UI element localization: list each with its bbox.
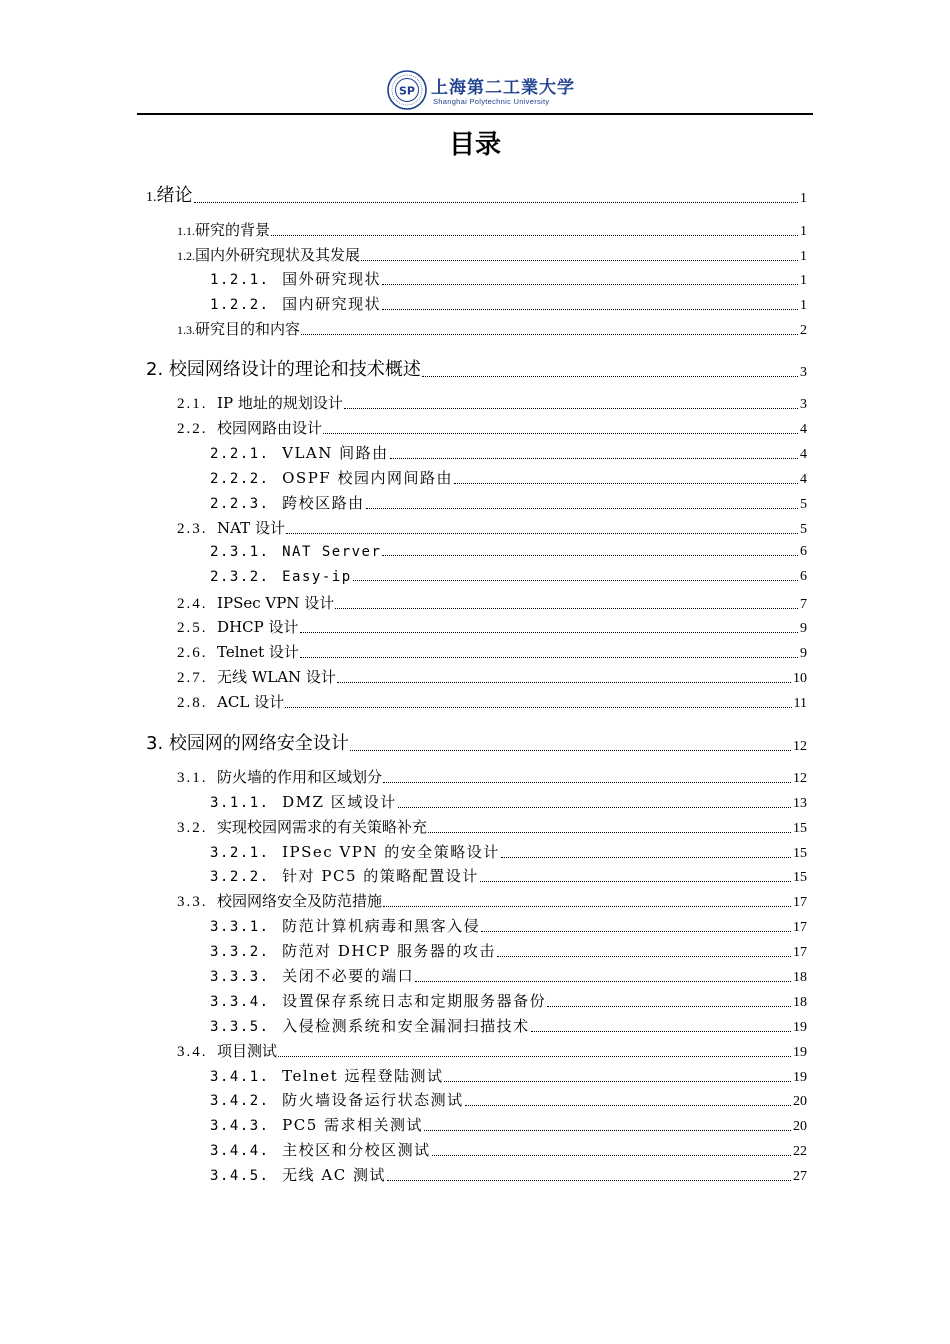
- toc-entry-label: VLAN 间路由: [282, 444, 389, 462]
- dot-leader: [501, 857, 791, 858]
- toc-entry-page: 9: [800, 621, 807, 636]
- toc-entry-page: 6: [800, 569, 807, 584]
- toc-entry-3-3[interactable]: [177, 890, 807, 911]
- toc-entry-number: 1.: [146, 190, 157, 205]
- toc-entry-3-4-1[interactable]: [210, 1065, 807, 1086]
- toc-entry-number: 1.2.2.: [210, 297, 270, 313]
- dot-leader: [300, 657, 798, 658]
- toc-entry-page: 1: [800, 191, 807, 206]
- toc-entry-page: 18: [793, 970, 807, 985]
- dot-leader: [497, 956, 791, 957]
- toc-entry-page: 2: [800, 323, 807, 338]
- toc-entry-number: 2.2.1.: [210, 446, 270, 462]
- dot-leader: [547, 1006, 791, 1007]
- toc-entry-page: 7: [800, 597, 807, 612]
- toc-entry-page: 27: [793, 1169, 807, 1184]
- toc-entry-number: 3.3.4.: [210, 994, 270, 1010]
- dot-leader: [353, 580, 798, 581]
- toc-entry-2-3-2[interactable]: [210, 567, 807, 585]
- toc-entry-number: 3.3.1.: [210, 919, 270, 935]
- toc-entry-3-3-5[interactable]: [210, 1015, 807, 1036]
- toc-entry-2-2[interactable]: [177, 417, 807, 438]
- toc-entry-page: 6: [800, 544, 807, 559]
- dot-leader: [424, 1130, 791, 1131]
- toc-entry-1-2-2[interactable]: [210, 293, 807, 314]
- toc-entry-1[interactable]: [146, 181, 807, 207]
- toc-entry-3-1[interactable]: [177, 766, 807, 787]
- dot-leader: [361, 260, 798, 261]
- dot-leader: [337, 682, 791, 683]
- dot-leader: [383, 782, 791, 783]
- toc-entry-3-2-1[interactable]: [210, 841, 807, 862]
- toc-entry-number: 3.2.2.: [210, 869, 270, 885]
- dot-leader: [335, 608, 798, 609]
- logo-chinese-name: 上海第二工業大学: [431, 78, 575, 98]
- toc-entry-label: DMZ 区域设计: [282, 793, 397, 811]
- seal-letters: SP: [399, 84, 415, 98]
- toc-entry-page: 12: [793, 771, 807, 786]
- toc-entry-number: 3.4.4.: [210, 1143, 270, 1159]
- toc-entry-3-3-2[interactable]: [210, 940, 807, 961]
- dot-leader: [271, 235, 798, 236]
- toc-entry-number: 1.2.: [177, 249, 195, 263]
- dot-leader: [387, 1180, 791, 1181]
- toc-entry-2-8[interactable]: [177, 691, 807, 712]
- dot-leader: [454, 483, 798, 484]
- toc-entry-2-2-1[interactable]: [210, 442, 807, 463]
- toc-entry-2[interactable]: [146, 355, 807, 381]
- toc-entry-label: Telnet 设计: [217, 643, 299, 661]
- toc-entry-number: 1.1.: [177, 224, 195, 238]
- toc-entry-3-4-5[interactable]: [210, 1164, 807, 1185]
- toc-entry-page: 5: [800, 522, 807, 537]
- toc-entry-page: 5: [800, 497, 807, 512]
- toc-entry-page: 15: [793, 846, 807, 861]
- toc-entry-label: 校园网络设计的理论和技术概述: [168, 359, 421, 380]
- toc-entry-page: 17: [793, 895, 807, 910]
- dot-leader: [301, 334, 798, 335]
- toc-entry-page: 12: [793, 739, 807, 754]
- toc-entry-page: 20: [793, 1119, 807, 1134]
- dot-leader: [286, 533, 798, 534]
- toc-entry-label: Telnet 远程登陆测试: [282, 1067, 444, 1085]
- toc-entry-label: 研究目的和内容: [195, 320, 301, 338]
- toc-entry-number: 3.3.3.: [210, 969, 270, 985]
- toc-entry-page: 11: [793, 696, 807, 711]
- dot-leader: [285, 707, 791, 708]
- toc-entry-label: 校园网路由设计: [217, 419, 323, 437]
- toc-entry-label: 实现校园网需求的有关策略补充: [217, 818, 428, 836]
- dot-leader: [480, 881, 791, 882]
- toc-entry-number: 3.3.2.: [210, 944, 270, 960]
- toc-entry-label: 无线 AC 测试: [282, 1166, 386, 1184]
- dot-leader: [422, 376, 798, 377]
- toc-entry-label: 设置保存系统日志和定期服务器备份: [282, 992, 547, 1010]
- toc-entry-label: 国内外研究现状及其发展: [195, 246, 361, 264]
- toc-entry-page: 17: [793, 920, 807, 935]
- toc-entry-page: 4: [800, 447, 807, 462]
- dot-leader: [194, 202, 799, 203]
- toc-entry-label: 入侵检测系统和安全漏洞扫描技术: [282, 1017, 530, 1035]
- toc-entry-label: IPSec VPN 的安全策略设计: [282, 843, 500, 861]
- dot-leader: [300, 632, 799, 633]
- toc-entry-label: IPSec VPN 设计: [217, 594, 335, 612]
- toc-entry-1-2[interactable]: [177, 244, 807, 265]
- toc-entry-label: 防范计算机病毒和黑客入侵: [282, 917, 481, 935]
- dot-leader: [382, 284, 798, 285]
- toc-entry-number: 3.1.: [177, 770, 208, 786]
- toc-entry-number: 3.4.2.: [210, 1093, 270, 1109]
- toc-entry-label: 无线 WLAN 设计: [217, 668, 336, 686]
- dot-leader: [323, 433, 798, 434]
- toc-entry-number: 3.4.3.: [210, 1118, 270, 1134]
- toc-entry-3-4-2[interactable]: [210, 1089, 807, 1110]
- toc-entry-2-3[interactable]: [177, 517, 807, 538]
- toc-entry-3-3-1[interactable]: [210, 915, 807, 936]
- toc-entry-1-2-1[interactable]: [210, 268, 807, 289]
- toc-entry-page: 19: [793, 1045, 807, 1060]
- dot-leader: [390, 458, 798, 459]
- toc-entry-3[interactable]: [146, 729, 807, 755]
- toc-entry-page: 4: [800, 422, 807, 437]
- toc-entry-label: 国外研究现状: [282, 270, 382, 288]
- toc-entry-number: 1.2.1.: [210, 272, 270, 288]
- toc-entry-number: 2.6.: [177, 645, 208, 661]
- toc-entry-page: 1: [800, 249, 807, 264]
- toc-entry-label: 项目测试: [217, 1042, 278, 1060]
- toc-entry-number: 2.7.: [177, 670, 208, 686]
- dot-leader: [444, 1081, 791, 1082]
- toc-title: 目录: [448, 130, 501, 160]
- toc-entry-page: 13: [793, 796, 807, 811]
- toc-entry-page: 3: [800, 365, 807, 380]
- toc-entry-number: 2.: [146, 359, 164, 380]
- toc-entry-label: OSPF 校园内网间路由: [282, 469, 453, 487]
- dot-leader: [383, 906, 791, 907]
- toc-entry-page: 19: [793, 1020, 807, 1035]
- toc-entry-page: 10: [793, 671, 807, 686]
- dot-leader: [432, 1155, 791, 1156]
- toc-entry-label: 针对 PC5 的策略配置设计: [282, 867, 479, 885]
- toc-entry-label: 绪论: [156, 185, 193, 206]
- toc-entry-page: 9: [800, 646, 807, 661]
- toc-entry-1-3[interactable]: [177, 318, 807, 339]
- toc-entry-2-6[interactable]: [177, 641, 807, 662]
- dot-leader: [531, 1031, 791, 1032]
- toc-entry-2-2-2[interactable]: [210, 467, 807, 488]
- toc-entry-number: 2.3.2.: [210, 569, 270, 585]
- toc-entry-number: 2.1.: [177, 396, 208, 412]
- toc-entry-number: 3.2.: [177, 820, 208, 836]
- toc-entry-page: 15: [793, 870, 807, 885]
- toc-entry-label: DHCP 设计: [217, 618, 299, 636]
- toc-entry-page: 20: [793, 1094, 807, 1109]
- toc-entry-page: 19: [793, 1070, 807, 1085]
- toc-entry-label: 校园网络安全及防范措施: [217, 892, 383, 910]
- toc-entry-page: 18: [793, 995, 807, 1010]
- toc-entry-label: 国内研究现状: [282, 295, 382, 313]
- toc-entry-2-4[interactable]: [177, 592, 807, 613]
- dot-leader: [382, 309, 798, 310]
- toc-entry-label: IP 地址的规划设计: [217, 394, 343, 412]
- dot-leader: [428, 832, 791, 833]
- toc-entry-label: 跨校区路由: [282, 494, 365, 512]
- toc-entry-number: 2.4.: [177, 596, 208, 612]
- dot-leader: [481, 931, 791, 932]
- toc-entry-number: 2.2.2.: [210, 471, 270, 487]
- toc-entry-page: 22: [793, 1144, 807, 1159]
- toc-entry-2-5[interactable]: [177, 616, 807, 637]
- toc-entry-3-3-4[interactable]: [210, 990, 807, 1011]
- toc-entry-1-1[interactable]: [177, 219, 807, 240]
- toc-entry-number: 1.3.: [177, 323, 195, 337]
- toc-entry-label: 主校区和分校区测试: [282, 1141, 431, 1159]
- toc-entry-label: 防火墙设备运行状态测试: [282, 1091, 464, 1109]
- dot-leader: [382, 555, 798, 556]
- toc-entry-number: 3.1.1.: [210, 795, 270, 811]
- toc-entry-number: 2.2.3.: [210, 496, 270, 512]
- toc-entry-number: 3.3.5.: [210, 1019, 270, 1035]
- toc-entry-label: ACL 设计: [217, 693, 285, 711]
- toc-entry-label: NAT Server: [282, 544, 382, 560]
- toc-entry-page: 17: [793, 945, 807, 960]
- toc-entry-3-4-3[interactable]: [210, 1114, 807, 1135]
- toc-entry-page: 1: [800, 298, 807, 313]
- toc-entry-label: PC5 需求相关测试: [282, 1116, 424, 1134]
- toc-entry-number: 3.: [146, 733, 164, 754]
- dot-leader: [415, 981, 791, 982]
- toc-entry-label: 关闭不必要的端口: [282, 967, 415, 985]
- dot-leader: [465, 1105, 791, 1106]
- toc-entry-page: 1: [800, 224, 807, 239]
- toc-entry-3-4-4[interactable]: [210, 1139, 807, 1160]
- toc-entry-number: 2.2.: [177, 421, 208, 437]
- toc-entry-2-2-3[interactable]: [210, 492, 807, 513]
- toc-entry-3-4[interactable]: [177, 1040, 807, 1061]
- toc-entry-3-2[interactable]: [177, 816, 807, 837]
- dot-leader: [344, 408, 798, 409]
- toc-entry-3-2-2[interactable]: [210, 865, 807, 886]
- toc-entry-label: 防火墙的作用和区域划分: [217, 768, 383, 786]
- toc-entry-page: 15: [793, 821, 807, 836]
- toc-entry-number: 3.4.5.: [210, 1168, 270, 1184]
- toc-entry-2-7[interactable]: [177, 666, 807, 687]
- toc-entry-label: Easy-ip: [282, 569, 352, 585]
- toc-entry-3-3-3[interactable]: [210, 965, 807, 986]
- toc-entry-label: 防范对 DHCP 服务器的攻击: [282, 942, 496, 960]
- dot-leader: [366, 508, 798, 509]
- toc-entry-number: 3.4.: [177, 1044, 208, 1060]
- toc-entry-number: 3.2.1.: [210, 845, 270, 861]
- dot-leader: [350, 750, 791, 751]
- toc-entry-2-1[interactable]: [177, 392, 807, 413]
- toc-entry-page: 4: [800, 472, 807, 487]
- toc-entry-page: 3: [800, 397, 807, 412]
- toc-entry-number: 2.3.: [177, 521, 208, 537]
- toc-entry-number: 2.3.1.: [210, 544, 270, 560]
- dot-leader: [398, 807, 791, 808]
- toc-entry-page: 1: [800, 273, 807, 288]
- logo-english-name: Shanghai Polytechnic University: [433, 97, 550, 106]
- toc-entry-label: NAT 设计: [217, 519, 285, 537]
- toc-entry-number: 3.3.: [177, 894, 208, 910]
- toc-entry-label: 研究的背景: [195, 221, 271, 239]
- toc-entry-label: 校园网的网络安全设计: [168, 733, 349, 754]
- toc-entry-3-1-1[interactable]: [210, 791, 807, 812]
- toc-entry-number: 2.8.: [177, 695, 208, 711]
- dot-leader: [278, 1056, 791, 1057]
- toc-entry-number: 2.5.: [177, 620, 208, 636]
- toc-entry-number: 3.4.1.: [210, 1069, 270, 1085]
- toc-entry-2-3-1[interactable]: [210, 542, 807, 560]
